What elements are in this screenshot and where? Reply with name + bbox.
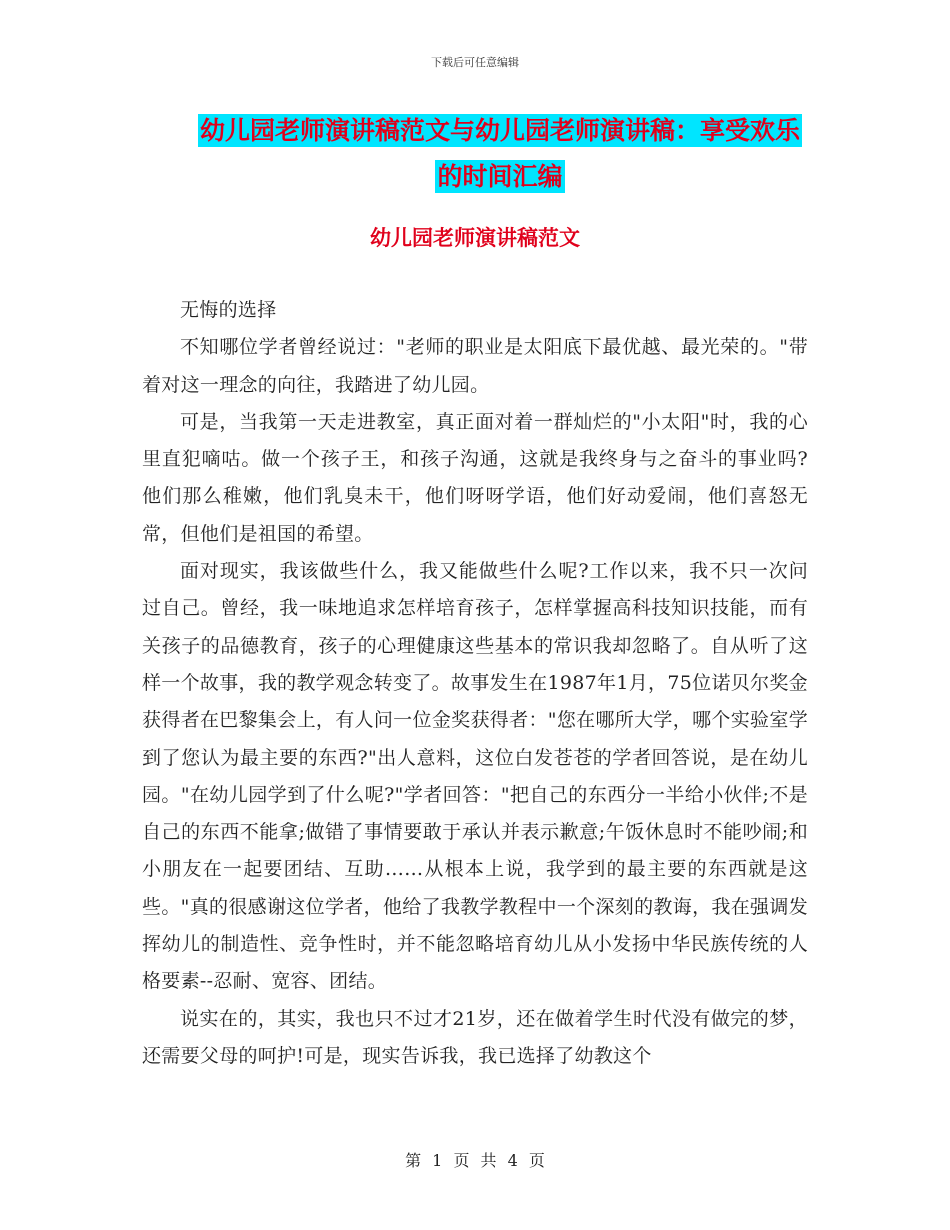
document-title — [190, 108, 810, 200]
paragraph: 说实在的，其实，我也只不过才21岁，还在做着学生时代没有做完的梦，还需要父母的呵护!可是，现实告诉我，我已选择了幼教这个 — [142, 1007, 808, 1067]
paragraph: 不知哪位学者曾经说过："老师的职业是太阳底下最优越、最光荣的。"带着对这一理念的向往，我踏进了幼儿园。 — [142, 336, 808, 396]
page-footer: 第 1 页 共 4 页 — [405, 1151, 545, 1170]
section-heading: 幼儿园老师演讲稿范文 — [370, 226, 580, 250]
body-text — [142, 292, 808, 1075]
paragraph: 可是，当我第一天走进教室，真正面对着一群灿烂的"小太阳"时，我的心里直犯嘀咕。做一个孩子王，和孩子沟通，这就是我终身与之奋斗的事业吗?他们那么稚嫩，他们乳臭未干，他们呀呀学语，他们好动爱闹，他们喜怒无常，但他们是祖国的希望。 — [142, 410, 808, 545]
paragraph: 面对现实，我该做些什么，我又能做些什么呢?工作以来，我不只一次问过自己。曾经，我一味地追求怎样培育孩子，怎样掌握高科技知识技能，而有关孩子的品德教育，孩子的心理健康这些基本的常识我却忽略了。自从听了这样一个故事，我的教学观念转变了。故事发生在1987年1月，75位诺贝尔奖金获得者在巴黎集会上，有人问一位金奖获得者："您在哪所大学，哪个实验室学到了您认为最主要的东西?"出人意料，这位白发苍苍的学者回答说，是在幼儿园。"在幼儿园学到了什么呢?"学者回答："把自己的东西分一半给小伙伴;不是自己的东西不能拿;做错了事情要敢于承认并表示歉意;午饭休息时不能吵闹;和小朋友在一起要团结、互助……从根本上说，我学到的最主要的东西就是这些。"真的很感谢这位学者，他给了我教学教程中一个深刻的教诲，我在强调发挥幼儿的制造性、竞争性时，并不能忽略培育幼儿从小发扬中华民族传统的人格要素--忍耐、宽容、团结。 — [142, 560, 808, 993]
paragraph-subtitle: 无悔的选择 — [180, 299, 277, 321]
document-title-text: 幼儿园老师演讲稿范文与幼儿园老师演讲稿：享受欢乐的时间汇编 — [199, 116, 800, 191]
header-note: 下载后可任意编辑 — [431, 56, 519, 69]
